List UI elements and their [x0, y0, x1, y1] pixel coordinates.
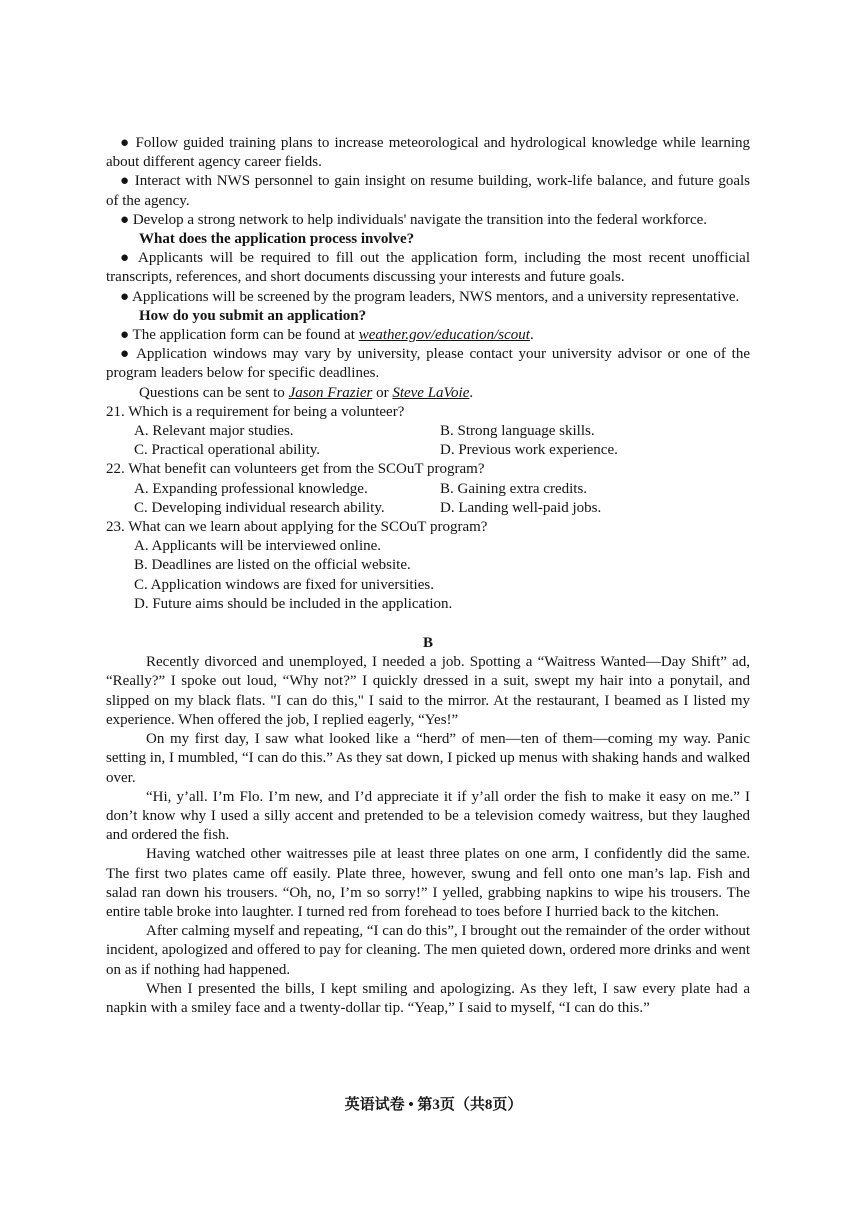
- question-stem: 21. Which is a requirement for being a volunteer?: [106, 403, 405, 420]
- story-paragraph: When I presented the bills, I kept smiling and apologizing. As they left, I saw every plate had a napkin with a smiley face and a twenty-dollar tip. “Yeap,” I said to myself, “I can do this.”: [106, 980, 750, 1016]
- option-a[interactable]: A. Expanding professional knowledge.: [134, 480, 368, 497]
- option-d[interactable]: D. Previous work experience.: [440, 442, 618, 459]
- option-c[interactable]: C. Application windows are fixed for universities.: [134, 576, 434, 593]
- contact-link-jason[interactable]: Jason Frazier: [288, 384, 373, 401]
- section-heading: How do you submit an application?: [139, 307, 367, 324]
- option-c[interactable]: C. Developing individual research ability.: [134, 499, 385, 516]
- story-paragraph: “Hi, y’all. I’m Flo. I’m new, and I’d appreciate it if y’all order the fish to make it easy on me.” I don’t know why I used a silly accent and pretended to be a television comedy waitress, but they laughed and ordered the fish.: [106, 788, 750, 844]
- question-22: [106, 460, 750, 518]
- story-paragraph: Having watched other waitresses pile at least three plates on one arm, I confidently did the same. The first two plates came off easily. Plate three, however, swung and fell onto one man’s lap. Fish and salad ran down his trousers. “Oh, no, I’m so sorry!” I yelled, grabbing napkins to wipe his trousers. The entire table broke into laughter. I turned red from forehead to toes before I hurried back to the kitchen.: [106, 846, 750, 920]
- section-label: B: [422, 635, 433, 652]
- bullet-item: ● Applicants will be required to fill out the application form, including the most recent unofficial transcripts, references, and short documents discussing your interests and future goals.: [106, 250, 750, 286]
- application-form-link[interactable]: weather.gov/education/scout: [358, 327, 530, 344]
- option-b[interactable]: B. Gaining extra credits.: [440, 480, 588, 497]
- exam-page: [106, 134, 750, 1018]
- bullet-item: ● Application windows may vary by university, please contact your university advisor or one of the program leaders below for specific deadlines.: [106, 346, 750, 382]
- option-a[interactable]: A. Relevant major studies.: [134, 423, 294, 440]
- bullet-item: ● Interact with NWS personnel to gain insight on resume building, work-life balance, and future goals of the agency.: [106, 173, 751, 209]
- question-23: [106, 518, 750, 614]
- bullet-item: ● Applications will be screened by the program leaders, NWS mentors, and a university representative.: [120, 288, 740, 305]
- bullet-item: ● Develop a strong network to help individuals' navigate the transition into the federal workforce.: [120, 211, 708, 228]
- question-stem: 22. What benefit can volunteers get from the SCOuT program?: [106, 461, 485, 478]
- question-stem: 23. What can we learn about applying for the SCOuT program?: [106, 519, 488, 536]
- option-row: [106, 480, 750, 499]
- story-paragraph: Recently divorced and unemployed, I needed a job. Spotting a “Waitress Wanted—Day Shift” ad, “Really?” I spoke out loud, “Why not?” I quickly dressed in a suit, swept my hair into a ponytail, and slipped on my black flats. "I can do this," I said to the mirror. At the restaurant, I beamed as I listed my experience. When offered the job, I replied eagerly, “Yes!”: [106, 654, 750, 728]
- page-footer: 英语试卷 • 第3页（共8页）: [344, 1097, 523, 1113]
- contact-link-steve[interactable]: Steve LaVoie: [392, 384, 470, 401]
- option-c[interactable]: C. Practical operational ability.: [134, 442, 321, 459]
- story-paragraph: On my first day, I saw what looked like a “herd” of men—ten of them—coming my way. Panic setting in, I mumbled, “I can do this.” As they sat down, I picked up menus with shaking hands and walked over.: [106, 731, 750, 786]
- option-d[interactable]: D. Landing well-paid jobs.: [440, 499, 602, 516]
- option-row: [106, 441, 750, 460]
- option-a[interactable]: A. Applicants will be interviewed online.: [134, 538, 382, 555]
- contact-line: Questions can be sent to Jason Frazier or Steve LaVoie.: [139, 384, 474, 401]
- option-row: [106, 422, 750, 441]
- story-paragraph: After calming myself and repeating, “I can do this”, I brought out the remainder of the order without incident, apologized and offered to pay for cleaning. The men quieted down, ordered more drinks and went on as if nothing had happened.: [106, 923, 750, 978]
- option-b[interactable]: B. Strong language skills.: [440, 423, 595, 440]
- bullet-item: ● The application form can be found at weather.gov/education/scout.: [120, 327, 534, 344]
- option-b[interactable]: B. Deadlines are listed on the official website.: [134, 557, 411, 574]
- question-21: [106, 403, 750, 461]
- section-heading: What does the application process involve?: [139, 231, 415, 248]
- bullet-item: ● Follow guided training plans to increase meteorological and hydrological knowledge while learning about different agency career fields.: [106, 135, 751, 171]
- option-d[interactable]: D. Future aims should be included in the application.: [134, 595, 453, 612]
- option-row: [106, 499, 750, 518]
